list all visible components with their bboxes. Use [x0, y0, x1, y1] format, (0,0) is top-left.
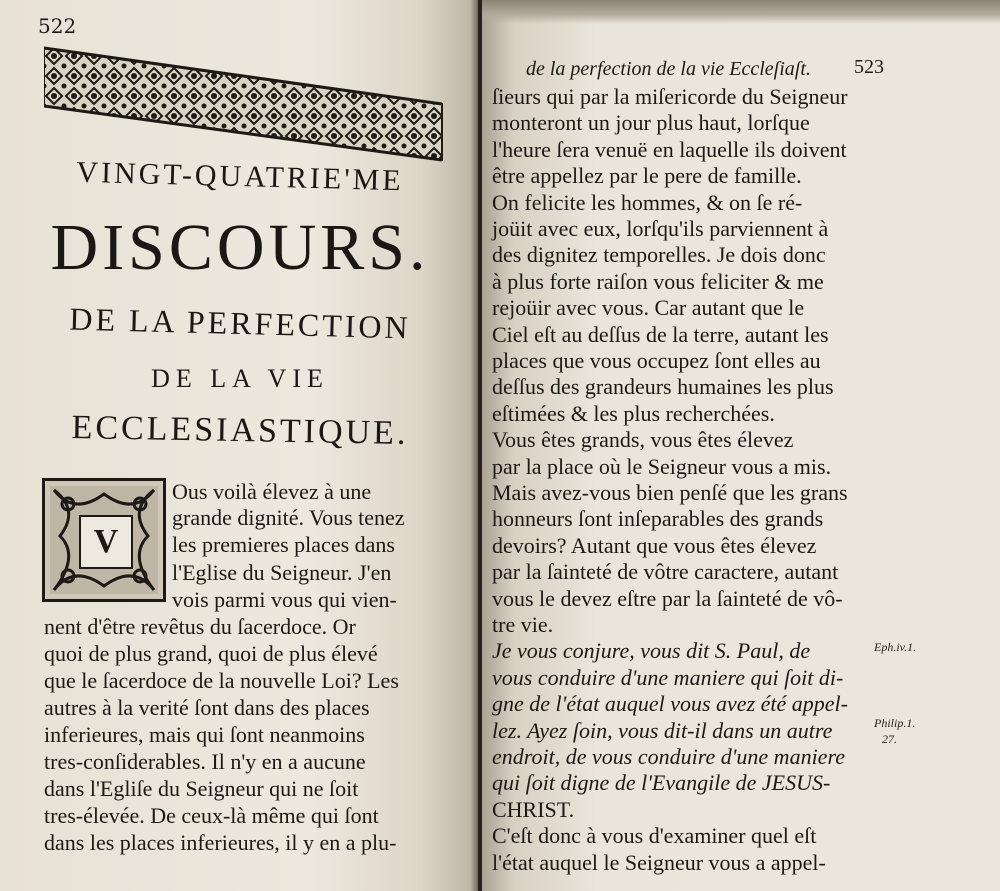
subtitle-line-3: ECCLESIASTIQUE. — [71, 409, 409, 452]
right-text-line: tre vie. — [492, 612, 554, 637]
right-text-line: être appellez par le pere de famille. — [492, 163, 802, 188]
right-text-line: honneurs ſont inſeparables des grands — [492, 506, 824, 531]
right-text-line: Ciel eſt au deſſus de la terre, autant les — [492, 322, 829, 347]
left-text-line: nent d'être revêtus du ſacerdoce. Or — [44, 614, 356, 639]
right-text-line: deſſus des grandeurs humaines les plus — [492, 374, 834, 399]
right-page — [482, 0, 1000, 891]
right-text-line: Je vous conjure, vous dit S. Paul, de — [492, 638, 811, 663]
right-text-line: par la ſainteté de vôtre caractere, autant — [492, 559, 839, 584]
running-head: de la perfection de la vie Eccleſiaſt. — [526, 58, 811, 80]
left-text-line: que le ſacerdoce de la nouvelle Loi? Les — [44, 668, 399, 693]
ornamental-headband — [44, 46, 446, 162]
discourse-title: DISCOURS. — [50, 211, 430, 284]
discourse-number: VINGT-QUATRIE'ME — [75, 155, 405, 198]
right-text-line: par la place où le Seigneur vous a mis. — [492, 454, 832, 479]
right-text-line: qui ſoit digne de l'Evangile de JESUS- — [492, 770, 831, 795]
right-text-line: On felicite les hommes, & on ſe ré- — [492, 190, 803, 215]
left-text-line: grande dignité. Vous tenez — [172, 505, 405, 530]
page-number-right: 523 — [854, 56, 884, 78]
right-text-line: Mais avez-vous bien penſé que les grans — [492, 480, 848, 505]
left-page — [0, 0, 478, 891]
margin-note: Philip.1. — [874, 716, 916, 730]
page-number-left: 522 — [38, 14, 77, 38]
drop-cap-letter: V — [79, 515, 133, 569]
right-text-line: l'heure ſera venuë en laquelle ils doivent — [492, 137, 847, 162]
left-text-line: dans l'Egliſe du Seigneur qui ne ſoit — [44, 776, 359, 801]
right-text-line: des dignitez temporelles. Je dois donc — [492, 242, 826, 267]
right-text-line: à plus forte raiſon vous feliciter & me — [492, 269, 824, 294]
right-text-line: gne de l'état auquel vous avez été appel- — [492, 691, 848, 716]
right-text-line: ſieurs qui par la miſericorde du Seigneur — [492, 84, 848, 109]
right-text-line: lez. Ayez ſoin, vous dit-il dans un autre — [492, 718, 833, 743]
right-text-line: vous le devez eſtre par la ſainteté de vô- — [492, 586, 843, 611]
right-text-line: joüit avec eux, lorſqu'ils parviennent à — [492, 216, 829, 241]
left-text-line: tres-conſiderables. Il n'y en a aucune — [44, 749, 366, 774]
right-text-line: C'eſt donc à vous d'examiner quel eſt — [492, 823, 817, 848]
right-text-line: l'état auquel le Seigneur vous a appel- — [492, 850, 826, 875]
subtitle-line-1: DE LA PERFECTION — [68, 300, 412, 346]
right-text-line: eſtimées & les plus recherchées. — [492, 401, 775, 426]
right-text-line: monteront un jour plus haut, lorſque — [492, 110, 810, 135]
page-top-shadow — [482, 0, 1000, 24]
right-text-line: CHRIST. — [492, 797, 575, 822]
margin-note: 27. — [882, 732, 897, 746]
right-text-line: rejoüir avec vous. Car autant que le — [492, 295, 805, 320]
left-text-line: l'Eglise du Seigneur. J'en — [172, 560, 392, 585]
right-text-line: Vous êtes grands, vous êtes élevez — [492, 427, 794, 452]
drop-cap — [42, 478, 166, 602]
left-text-line: Ous voilà élevez à une — [172, 479, 372, 504]
margin-note: Eph.iv.1. — [874, 640, 917, 654]
left-text-line: inferieures, mais qui ſont neanmoins — [44, 722, 365, 747]
left-text-line: quoi de plus grand, quoi de plus élevé — [44, 641, 378, 666]
right-text-line: vous conduire d'une maniere qui ſoit di- — [492, 665, 844, 690]
right-text-line: devoirs? Autant que vous êtes élevez — [492, 533, 817, 558]
left-text-line: tres-élevée. De ceux-là même qui ſont — [44, 803, 379, 828]
subtitle-line-2: DE LA VIE — [151, 364, 329, 393]
left-text-line: vois parmi vous qui vien- — [172, 587, 397, 612]
right-text-line: places que vous occupez ſont elles au — [492, 348, 821, 373]
right-text-line: endroit, de vous conduire d'une maniere — [492, 744, 845, 769]
left-text-line: dans les places inferieures, il y en a plu- — [44, 830, 397, 855]
left-text-line: les premieres places dans — [172, 532, 395, 557]
left-text-line: autres à la verité ſont dans des places — [44, 695, 370, 720]
